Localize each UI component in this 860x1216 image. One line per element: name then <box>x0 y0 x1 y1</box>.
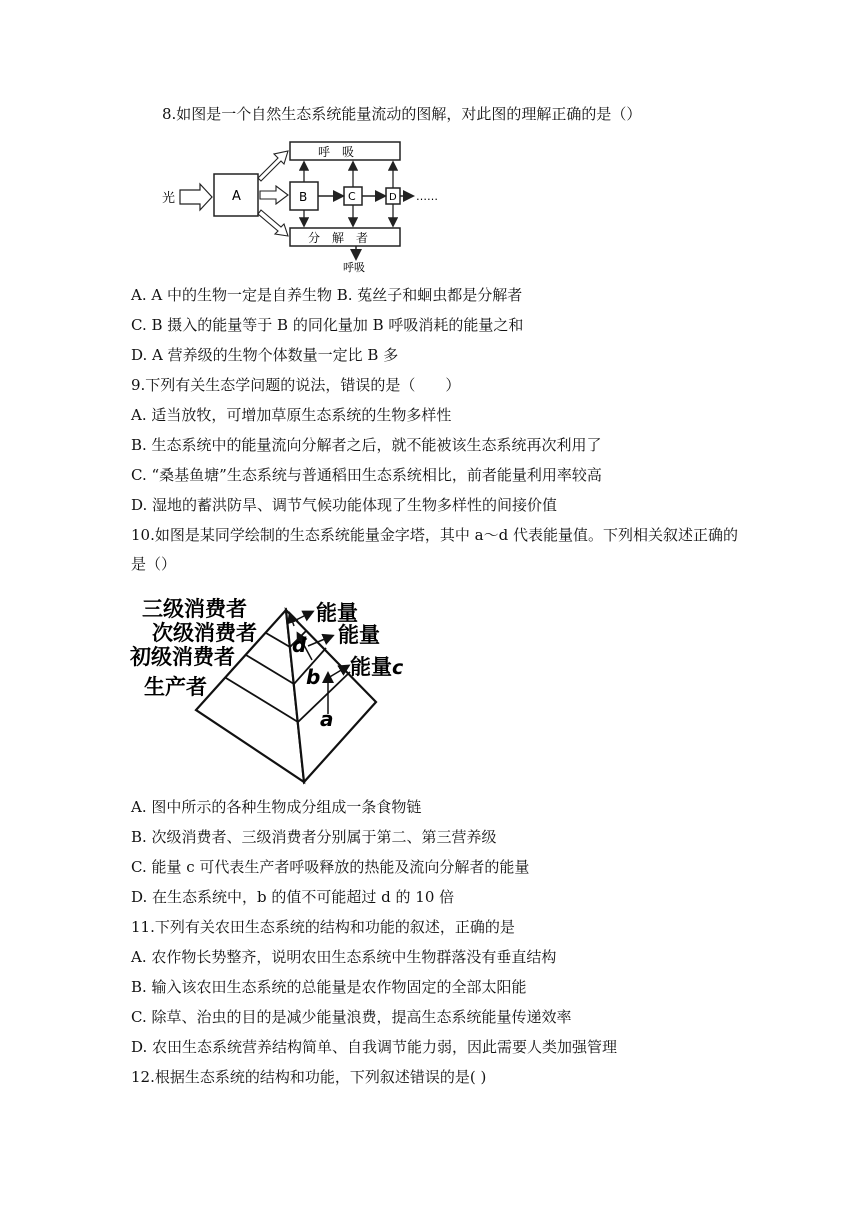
respiration-label: 呼 吸 <box>318 145 355 159</box>
q10-option-d: D. 在生态系统中，b 的值不可能超过 d 的 10 倍 <box>131 888 455 906</box>
q10-stem-line1: 10.如图是某同学绘制的生态系统能量金字塔，其中 a～d 代表能量值。下列相关叙述正确的 <box>131 526 738 544</box>
label-primary-consumer: 初级消费者 <box>130 645 235 669</box>
label-energy-2: 能量 <box>338 623 380 647</box>
q11-stem: 11.下列有关农田生态系统的结构和功能的叙述，正确的是 <box>131 918 515 936</box>
q12-stem: 12.根据生态系统的结构和功能，下列叙述错误的是( ) <box>131 1068 487 1086</box>
q11-option-d: D. 农田生态系统营养结构简单、自我调节能力弱，因此需要人类加强管理 <box>131 1038 618 1056</box>
label-tertiary-consumer: 三级消费者 <box>142 597 247 621</box>
label-b: b <box>306 665 321 689</box>
decomposer-label: 分 解 者 <box>308 231 369 245</box>
node-b-label: B <box>299 190 308 204</box>
energy1-arrow <box>292 612 312 622</box>
energy-flow-diagram <box>160 138 460 274</box>
q10-option-c: C. 能量 c 可代表生产者呼吸释放的热能及流向分解者的能量 <box>131 858 530 876</box>
q8-option-d: D. A 营养级的生物个体数量一定比 B 多 <box>131 346 399 364</box>
ellipsis: …… <box>416 190 438 203</box>
a-to-decomposer-arrow <box>258 210 288 236</box>
q11-option-b: B. 输入该农田生态系统的总能量是农作物固定的全部太阳能 <box>131 978 527 996</box>
decomposer-resp-label: 呼吸 <box>343 261 365 274</box>
q8-option-a-b: A. A 中的生物一定是自养生物 B. 菟丝子和蛔虫都是分解者 <box>131 286 523 304</box>
q9-stem: 9.下列有关生态学问题的说法，错误的是（ ） <box>131 376 461 394</box>
energy-pyramid-diagram <box>126 590 416 790</box>
light-arrow <box>180 184 212 210</box>
label-energy-1: 能量 <box>316 601 358 625</box>
label-secondary-consumer: 次级消费者 <box>152 621 257 645</box>
label-c: c <box>392 657 404 679</box>
node-d-label: D <box>389 192 397 203</box>
q9-option-c: C. “桑基鱼塘”生态系统与普通稻田生态系统相比，前者能量利用率较高 <box>131 466 602 484</box>
q10-stem-line2: 是（） <box>131 555 177 573</box>
q8-stem: 8.如图是一个自然生态系统能量流动的图解，对此图的理解正确的是（） <box>162 105 642 123</box>
light-label: 光 <box>162 191 176 206</box>
q9-option-b: B. 生态系统中的能量流向分解者之后，就不能被该生态系统再次利用了 <box>131 436 602 454</box>
q9-option-a: A. 适当放牧，可增加草原生态系统的生物多样性 <box>131 406 452 424</box>
node-c-label: C <box>348 190 356 203</box>
a-to-b-arrow <box>260 186 288 204</box>
q11-option-c: C. 除草、治虫的目的是减少能量浪费，提高生态系统能量传递效率 <box>131 1008 572 1026</box>
label-energy-3: 能量 <box>350 655 392 679</box>
a-to-respiration-arrow <box>258 151 288 181</box>
label-a: a <box>320 707 334 731</box>
q11-option-a: A. 农作物长势整齐，说明农田生态系统中生物群落没有垂直结构 <box>131 948 557 966</box>
q9-option-d: D. 湿地的蓄洪防旱、调节气候功能体现了生物多样性的间接价值 <box>131 496 558 514</box>
label-producer: 生产者 <box>144 675 207 699</box>
node-a-label: A <box>232 189 241 204</box>
q8-option-c: C. B 摄入的能量等于 B 的同化量加 B 呼吸消耗的能量之和 <box>131 316 524 334</box>
q10-option-a: A. 图中所示的各种生物成分组成一条食物链 <box>131 798 422 816</box>
q10-option-b: B. 次级消费者、三级消费者分别属于第二、第三营养级 <box>131 828 497 846</box>
label-d: d <box>292 633 307 657</box>
